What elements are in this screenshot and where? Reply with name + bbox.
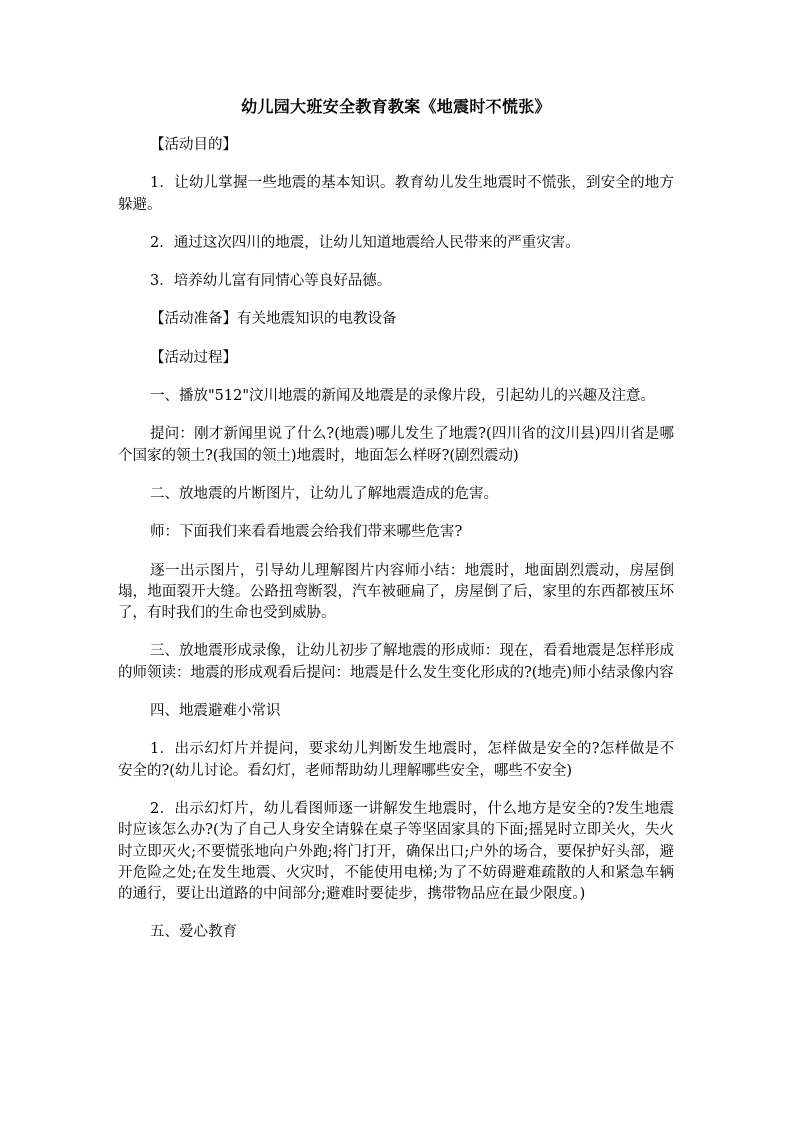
process-step-2-summary: 逐一出示图片，引导幼儿理解图片内容师小结：地震时，地面剧烈震动，房屋倒塌，地面裂开大缝。公路扭弯断裂，汽车被砸扁了，房屋倒了后，家里的东西都被压坏了，有时我们的生命也受到威胁。 [118, 562, 674, 622]
process-step-2-teacher: 师：下面我们来看看地震会给我们带来哪些危害? [150, 524, 463, 541]
objective-1: 1．让幼儿掌握一些地震的基本知识。教育幼儿发生地震时不慌张，到安全的地方躲避。 [118, 175, 674, 213]
section-heading-objectives: 【活动目的】 [150, 137, 237, 153]
process-step-2: 二、放地震的片断图片，让幼儿了解地震造成的危害。 [150, 485, 498, 502]
process-step-3: 三、放地震形成录像，让幼儿初步了解地震的形成师：现在，看看地震是怎样形成的师领读：地震的形成观看后提问：地震是什么发生变化形成的?(地壳)师小结录像内容 [118, 643, 674, 681]
objective-3: 3．培养幼儿富有同情心等良好品德。 [150, 273, 392, 290]
process-step-5: 五、爱心教育 [150, 924, 237, 941]
process-step-1: 一、播放"512"汶川地震的新闻及地震是的录像片段，引起幼儿的兴趣及注意。 [150, 388, 656, 405]
process-step-4-item-1: 1．出示幻灯片并提问，要求幼儿判断发生地震时，怎样做是安全的?怎样做是不安全的?(幼儿讨论。看幻灯，老师帮助幼儿理解哪些安全，哪些不安全) [118, 741, 674, 779]
document-title: 幼儿园大班安全教育教案《地震时不慌张》 [241, 97, 551, 116]
process-step-1-questions: 提问：刚才新闻里说了什么?(地震)哪儿发生了地震?(四川省的汶川县)四川省是哪个国家的领土?(我国的领土)地震时，地面怎么样呀?(剧烈震动) [118, 426, 674, 464]
section-heading-preparation: 【活动准备】有关地震知识的电教设备 [150, 311, 397, 328]
process-step-4: 四、地震避难小常识 [150, 703, 281, 720]
objective-2: 2．通过这次四川的地震，让幼儿知道地震给人民带来的严重灾害。 [150, 234, 580, 251]
section-heading-process: 【活动过程】 [150, 349, 237, 366]
process-step-4-item-2: 2．出示幻灯片，幼儿看图师逐一讲解发生地震时，什么地方是安全的?发生地震时应该怎么办?(为了自己人身安全请躲在桌子等坚固家具的下面;摇晃时立即关火，失火时立即灭火;不要慌张地向户外跑;将门打开，确保出口;户外的场合，要保护好头部，避开危险之处;在发生地震、火灾时，不能使用电梯;为了不妨碍避难疏散的人和紧急车辆的通行，要让出道路的中间部分;避难时要徒步，携带物品应在最少限度。) [118, 800, 674, 903]
document-page [118, 96, 674, 961]
